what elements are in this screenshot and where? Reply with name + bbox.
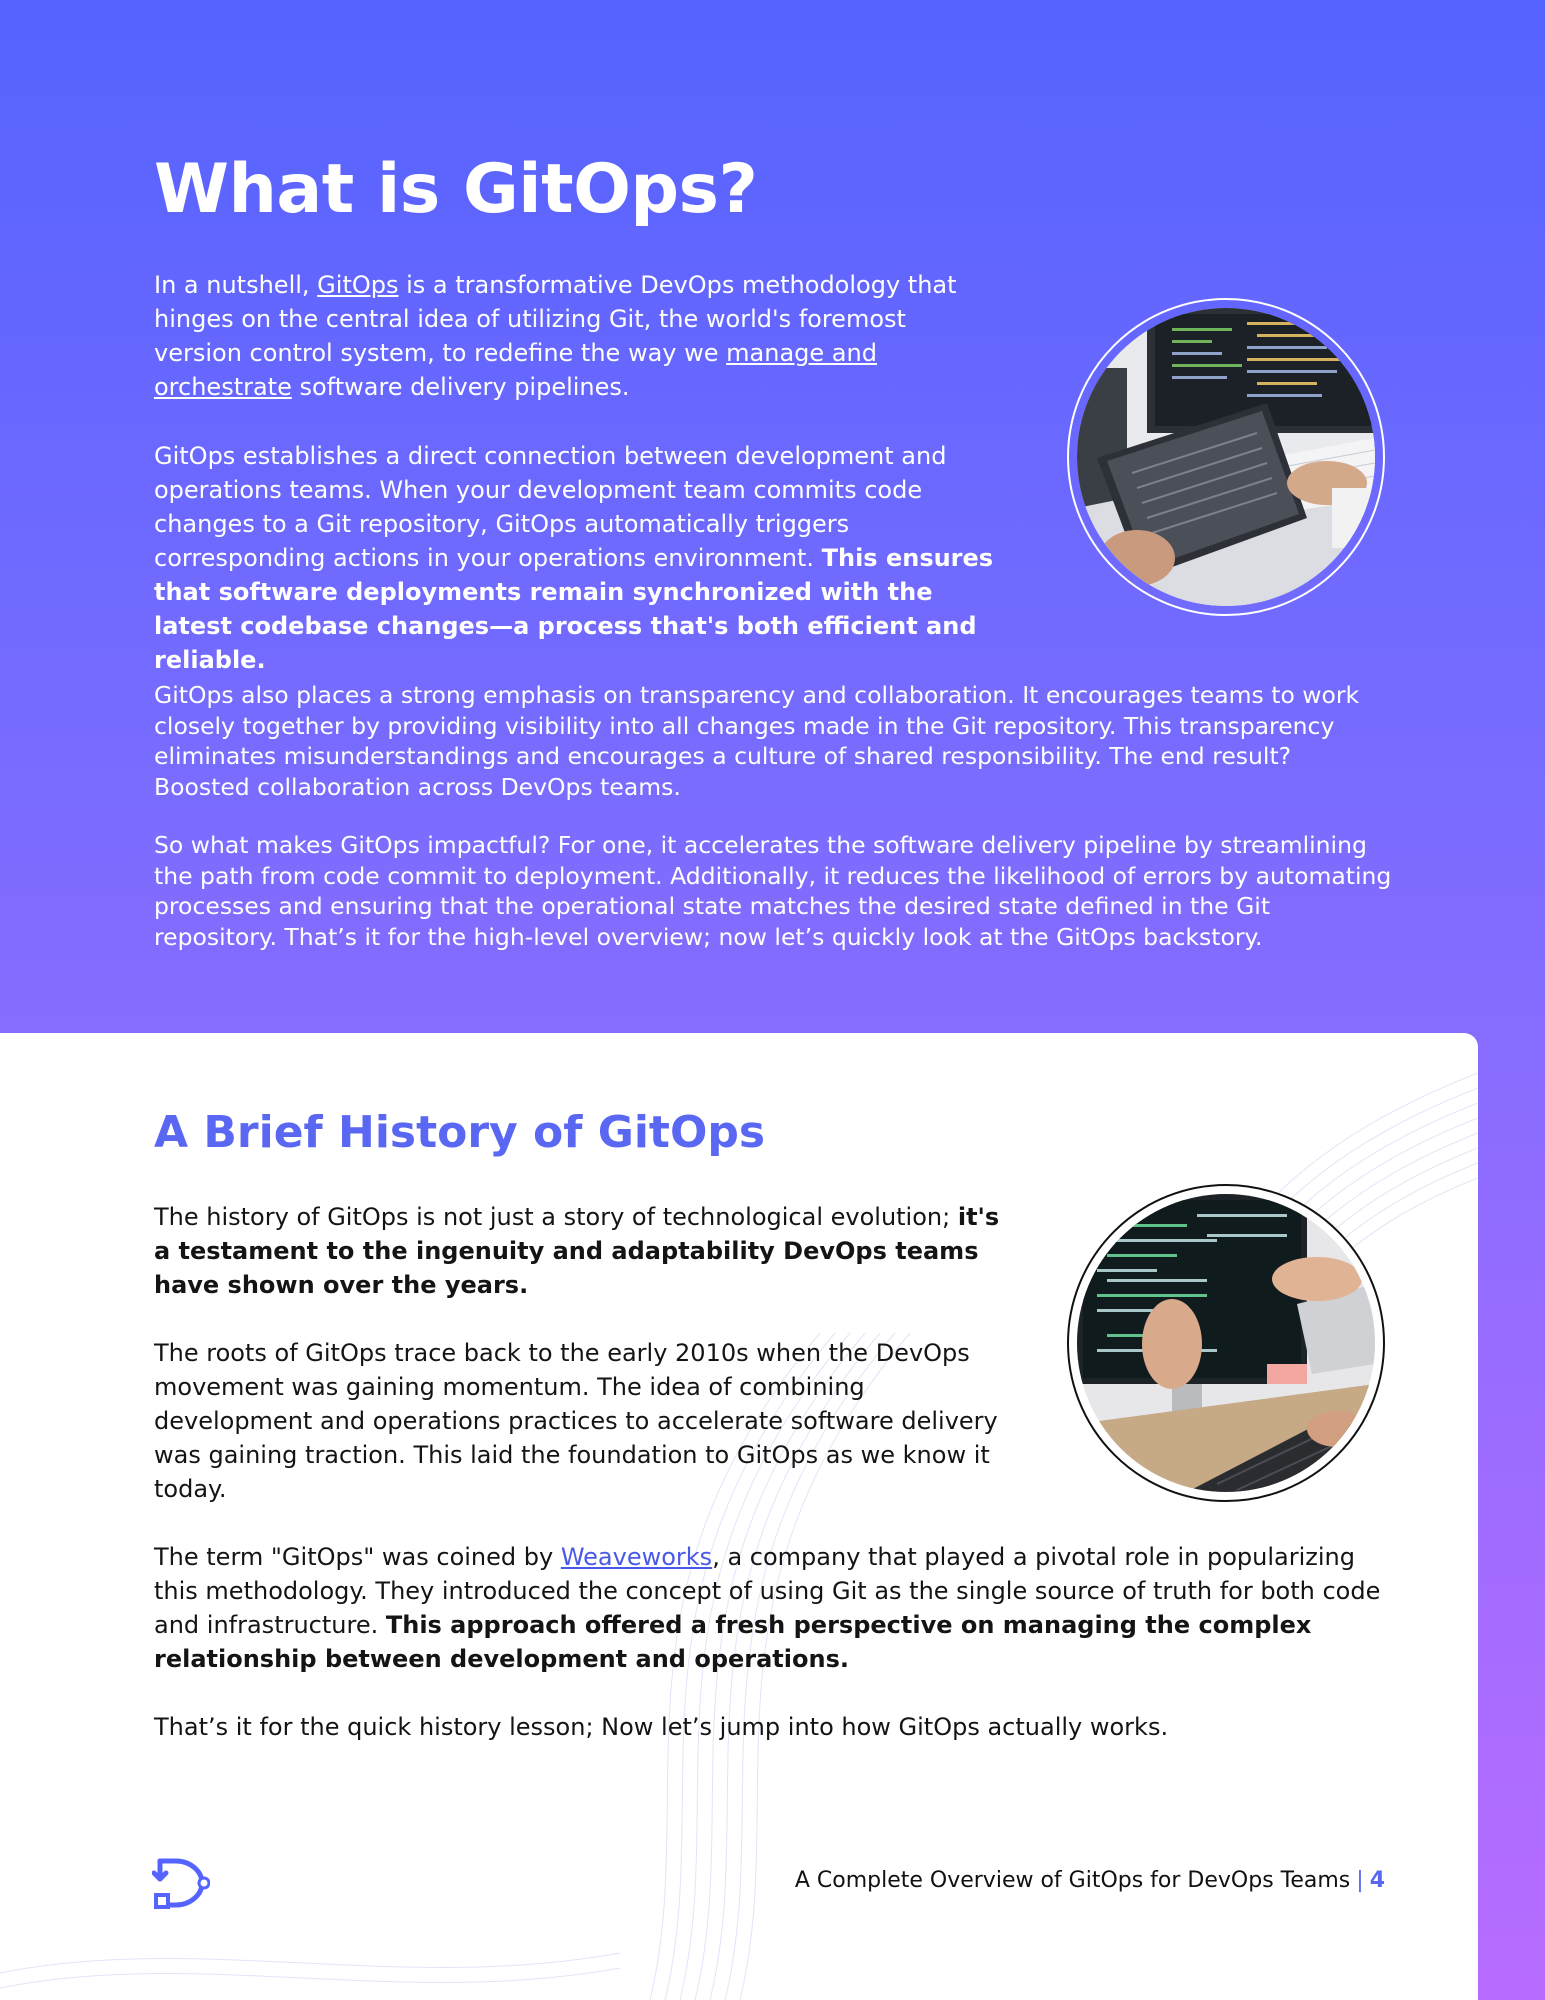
history-paragraph-1 [154, 1200, 1004, 1302]
history-paragraph-2: The roots of GitOps trace back to the early 2010s when the DevOps movement was gaining momentum. The idea of combining development and operations practices to accelerate software delivery was gaining traction. This laid the foundation to GitOps as we know it today. [154, 1339, 998, 1503]
intro-paragraph-4: So what makes GitOps impactful? For one, it accelerates the software delivery pipeline by streamlining the path from code commit to deployment. Additionally, it reduces the likelihood of errors by automating processes and ensuring that the operational state matches the desired state defined in the Git repository. That’s it for the high-level overview; now let’s quickly look at the GitOps backstory. [154, 831, 1392, 951]
history-p3-bold: This approach offered a fresh perspective on managing the complex relationship between development and operations. [154, 1611, 1312, 1673]
intro-p1-text-3: software delivery pipelines. [291, 373, 630, 401]
page-number: 4 [1369, 1868, 1385, 1893]
intro-p1-text-1: In a nutshell, [154, 271, 318, 299]
history-title: A Brief History of GitOps [154, 1107, 766, 1158]
developers-monitor-photo [1067, 1184, 1385, 1502]
page-title: What is GitOps? [154, 150, 758, 229]
decorative-wave-lines [0, 1033, 1478, 2000]
intro-p1-text-2: is a transformative DevOps methodology that hinges on the central idea of utilizing Git, the world's foremost version control system, to redefine the way we [154, 271, 957, 367]
history-p1-text: The history of GitOps is not just a story of technological evolution; [154, 1203, 958, 1231]
brand-logo-icon [152, 1855, 210, 1911]
history-paragraph-3 [154, 1540, 1394, 1676]
manage-orchestrate-link[interactable]: manage and orchestrate [154, 339, 877, 401]
intro-p2-bold: This ensures that software deployments remain synchronized with the latest codebase changes—a process that's both efficient and reliable. [154, 544, 994, 674]
intro-paragraph-1 [154, 268, 994, 404]
history-p3-text-2: , a company that played a pivotal role in popularizing this methodology. They introduced the concept of using Git as the single source of truth for both code and infrastructure. [154, 1543, 1381, 1639]
history-paragraph-4: That’s it for the quick history lesson; Now let’s jump into how GitOps actually works. [154, 1713, 1169, 1741]
history-card [0, 1033, 1478, 2000]
history-p3-text-1: The term "GitOps" was coined by [154, 1543, 561, 1571]
footer-separator: | [1356, 1868, 1364, 1893]
history-p1-bold: it's a testament to the ingenuity and adaptability DevOps teams have shown over the years. [154, 1203, 1000, 1299]
gitops-link[interactable]: GitOps [317, 271, 399, 299]
weaveworks-link[interactable]: Weaveworks [560, 1543, 713, 1571]
footer [795, 1868, 1385, 1893]
intro-p2-text: GitOps establishes a direct connection between development and operations teams. When your development team commits code changes to a Git repository, GitOps automatically triggers corresponding actions in your operations environment. [154, 442, 947, 572]
developer-tablet-photo [1067, 298, 1385, 616]
footer-title: A Complete Overview of GitOps for DevOps Teams [794, 1868, 1351, 1893]
intro-paragraph-2 [154, 439, 994, 677]
intro-paragraph-3: GitOps also places a strong emphasis on transparency and collaboration. It encourages teams to work closely together by providing visibility into all changes made in the Git repository. This transparency eliminates misunderstandings and encourages a culture of shared responsibility. The end result? Boosted collaboration across DevOps teams. [154, 681, 1360, 801]
